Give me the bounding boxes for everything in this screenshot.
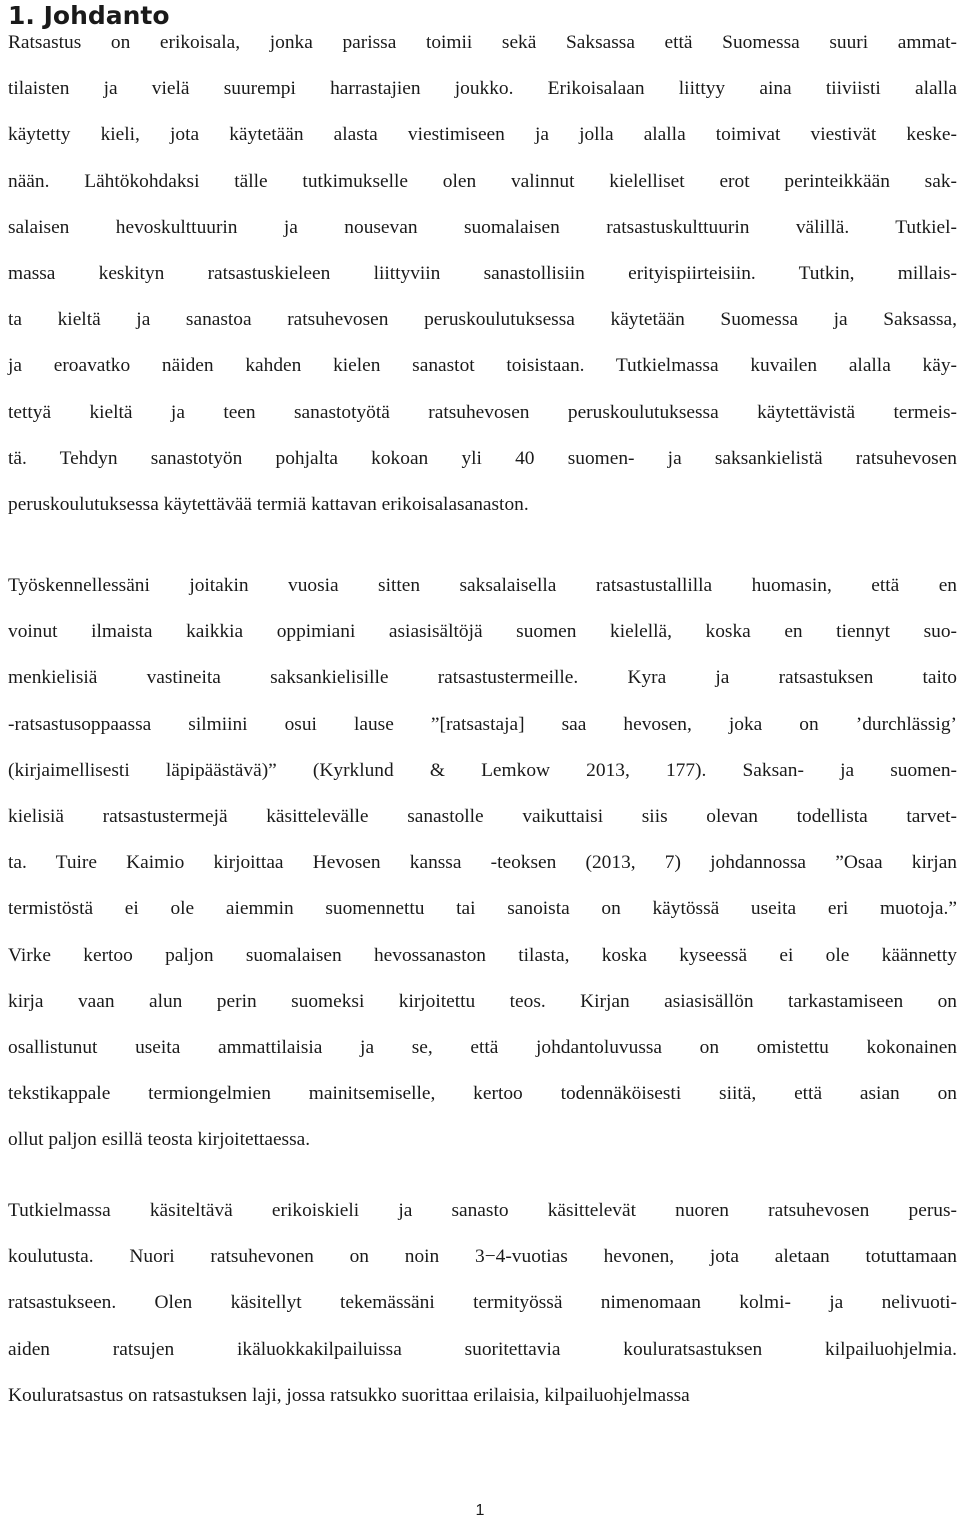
page-number: 1 bbox=[475, 1502, 485, 1519]
paragraph-line: Tutkielmassa käsiteltävä erikoiskieli ja sanasto käsittelevät nuoren ratsuhevosen perus- bbox=[8, 1200, 957, 1221]
paragraph-line: termistöstä ei ole aiemmin suomennettu tai sanoista on käytössä useita eri muotoja.” bbox=[8, 898, 957, 920]
paragraph-2 bbox=[8, 563, 957, 1164]
paragraph-line: kielisiä ratsastustermejä käsittelevälle sanastolle vaikuttaisi siis olevan todellista tarvet- bbox=[8, 806, 957, 828]
paragraph-line: Työskennellessäni joitakin vuosia sitten saksalaisella ratsastustallilla huomasin, että en bbox=[8, 575, 957, 596]
paragraph-line: tä. Tehdyn sanastotyön pohjalta kokoan yli 40 suomen- ja saksankielistä ratsuhevosen bbox=[8, 447, 957, 469]
paragraph-line: aiden ratsujen ikäluokkakilpailuissa suoritettavia kouluratsastuksen kilpailuohjelmia. bbox=[8, 1338, 957, 1360]
paragraph-1 bbox=[8, 20, 957, 528]
paragraph-line: tilaisten ja vielä suurempi harrastajien joukko. Erikoisalaan liittyy aina tiiviisti alalla bbox=[8, 78, 957, 100]
paragraph-line: käytetty kieli, jota käytetään alasta viestimiseen ja jolla alalla toimivat viestivät keske- bbox=[8, 124, 957, 146]
paragraph-line: tekstikappale termiongelmien mainitsemiselle, kertoo todennäköisesti siitä, että asian on bbox=[8, 1083, 957, 1105]
paragraph-line: tettyä kieltä ja teen sanastotyötä ratsuhevosen peruskoulutuksessa käytettävistä termeis- bbox=[8, 401, 957, 423]
paragraph-line: Virke kertoo paljon suomalaisen hevossanaston tilasta, koska kyseessä ei ole käännetty bbox=[8, 944, 957, 966]
paragraph-line: massa keskityn ratsastuskieleen liittyviin sanastollisiin erityispiirteisiin. Tutkin, millais- bbox=[8, 263, 957, 285]
paragraph-3 bbox=[8, 1188, 957, 1419]
paragraph-line: Ratsastus on erikoisala, jonka parissa toimii sekä Saksassa että Suomessa suuri ammat- bbox=[8, 32, 957, 53]
paragraph-line: peruskoulutuksessa käytettävää termiä kattavan erikoisalasanaston. bbox=[8, 494, 529, 516]
paragraph-line: koulutusta. Nuori ratsuhevonen on noin 3−4-vuotias hevonen, jota aletaan totuttamaan bbox=[8, 1246, 957, 1268]
section-heading: 1. Johdanto bbox=[8, 1, 170, 30]
paragraph-line: (kirjaimellisesti läpipäästävä)” (Kyrklund & Lemkow 2013, 177). Saksan- ja suomen- bbox=[8, 759, 957, 781]
paragraph-line: nään. Lähtökohdaksi tälle tutkimukselle olen valinnut kielelliset erot perinteikkään sak- bbox=[8, 170, 957, 192]
paragraph-line: voinut ilmaista kaikkia oppimiani asiasisältöjä suomen kielellä, koska en tiennyt suo- bbox=[8, 621, 957, 643]
paragraph-line: kirja vaan alun perin suomeksi kirjoitettu teos. Kirjan asiasisällön tarkastamiseen on bbox=[8, 990, 957, 1012]
paragraph-line: salaisen hevoskulttuurin ja nousevan suomalaisen ratsastuskulttuurin välillä. Tutkiel- bbox=[8, 216, 957, 238]
paragraph-line: -ratsastusoppaassa silmiini osui lause ”[ratsastaja] saa hevosen, joka on ’durchlässig’ bbox=[8, 713, 957, 735]
paragraph-line: ja eroavatko näiden kahden kielen sanastot toisistaan. Tutkielmassa kuvailen alalla käy- bbox=[8, 355, 957, 377]
paragraph-line: ratsastukseen. Olen käsitellyt tekemässäni termityössä nimenomaan kolmi- ja nelivuoti- bbox=[8, 1292, 957, 1314]
paragraph-line: menkielisiä vastineita saksankielisille ratsastustermeille. Kyra ja ratsastuksen taito bbox=[8, 667, 957, 689]
paragraph-line: ollut paljon esillä teosta kirjoitettaessa. bbox=[8, 1129, 311, 1151]
paragraph-line: ta. Tuire Kaimio kirjoittaa Hevosen kanssa -teoksen (2013, 7) johdannossa ”Osaa kirjan bbox=[8, 852, 957, 874]
paragraph-line: ta kieltä ja sanastoa ratsuhevosen peruskoulutuksessa käytetään Suomessa ja Saksassa, bbox=[8, 309, 957, 331]
paragraph-line: osallistunut useita ammattilaisia ja se, että johdantoluvussa on omistettu kokonainen bbox=[8, 1037, 957, 1059]
paragraph-line: Kouluratsastus on ratsastuksen laji, jossa ratsukko suorittaa erilaisia, kilpailuohjelmassa bbox=[8, 1384, 690, 1406]
